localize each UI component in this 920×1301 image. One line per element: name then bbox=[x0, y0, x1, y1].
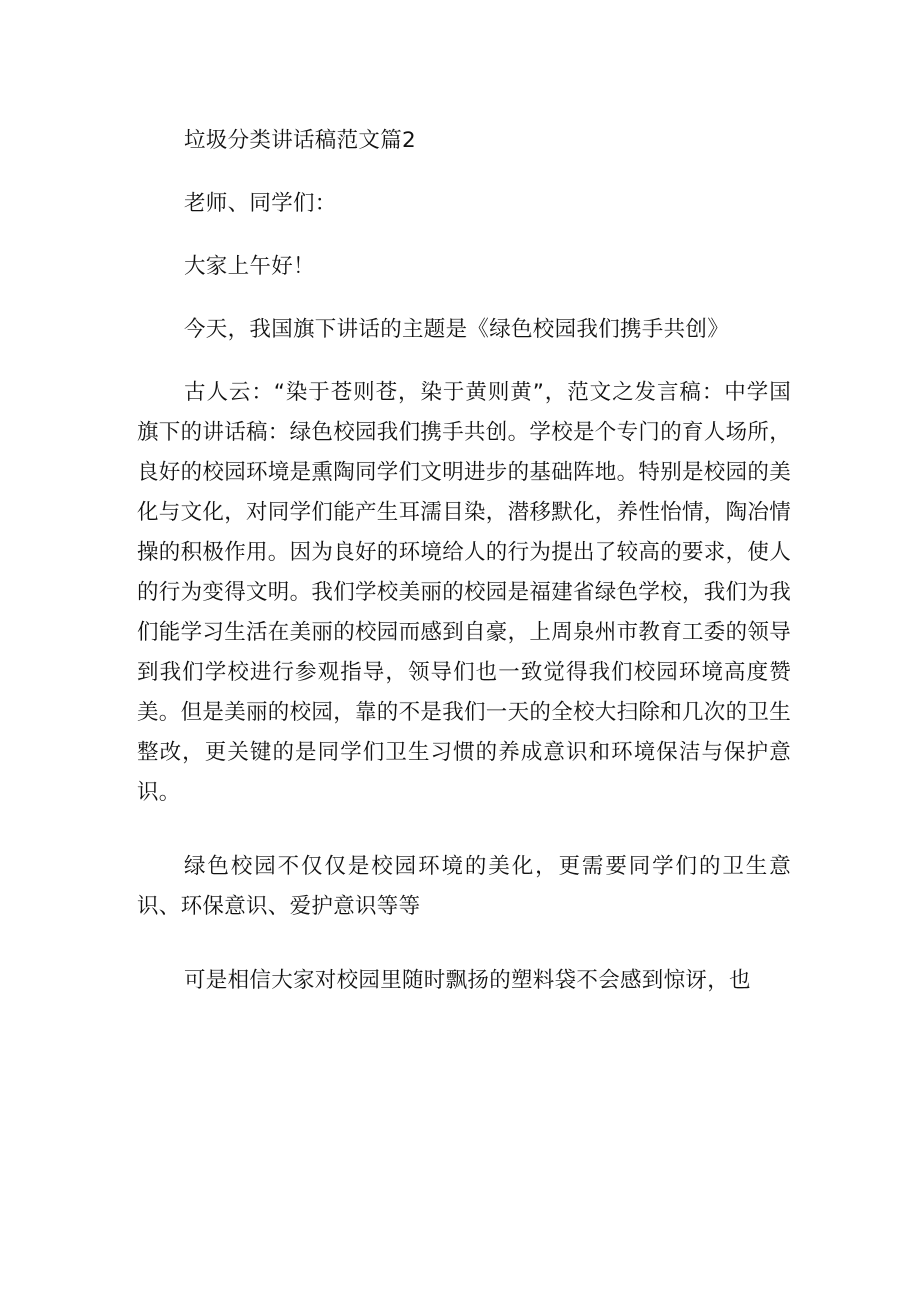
document-title: 垃圾分类讲话稿范文篇2 bbox=[184, 128, 416, 153]
topic-paragraph: 今天，我国旗下讲话的主题是《绿色校园我们携手共创》 bbox=[184, 317, 730, 342]
salutation-paragraph: 老师、同学们： bbox=[184, 191, 337, 216]
body-paragraph: 古人云：“染于苍则苍，染于黄则黄”，范文之发言稿：中学国旗下的讲话稿：绿色校园我们携手共创。学校是个专门的育人场所，良好的校园环境是熏陶同学们文明进步的基础阵地。特别是校园的美化与文化，对同学们能产生耳濡目染，潜移默化，养性怡情，陶冶情操的积极作用。因为良好的环境给人的行为提出了较高的要求，使人的行为变得文明。我们学校美丽的校园是福建省绿色学校，我们为我们能学习生活在美丽的校园而感到自豪，上周泉州市教育工委的领导到我们学校进行参观指导，领导们也一致觉得我们校园环境高度赞美。但是美丽的校园，靠的不是我们一天的全校大扫除和几次的卫生整改，更关键的是同学们卫生习惯的养成意识和环境保洁与保护意识。 bbox=[137, 380, 792, 805]
greeting-paragraph: 大家上午好！ bbox=[184, 254, 315, 279]
body-paragraph: 绿色校园不仅仅是校园环境的美化，更需要同学们的卫生意识、环保意识、爱护意识等等 bbox=[137, 854, 791, 919]
document-body bbox=[137, 121, 791, 1001]
body-paragraph: 可是相信大家对校园里随时飘扬的塑料袋不会感到惊讶，也 bbox=[184, 968, 751, 993]
